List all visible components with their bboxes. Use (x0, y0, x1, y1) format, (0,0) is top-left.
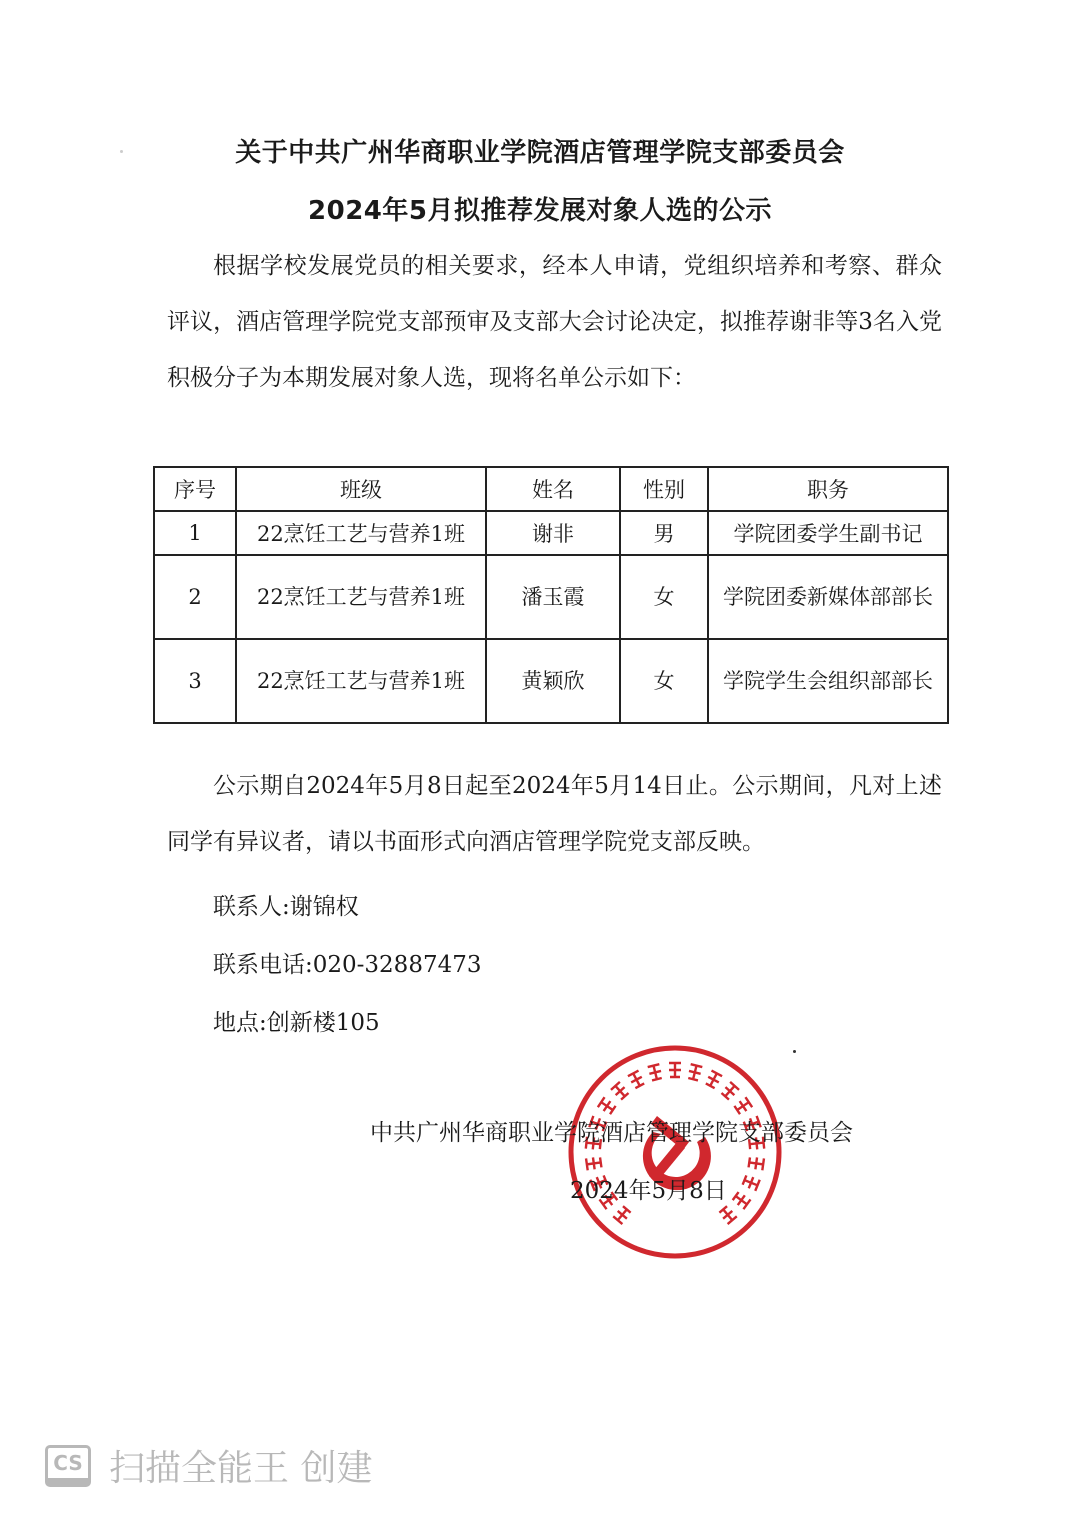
scanner-watermark (45, 1440, 372, 1491)
cell-name: 潘玉霞 (486, 555, 620, 639)
cell-position: 学院学生会组织部部长 (708, 639, 948, 723)
contact-phone: 联系电话:020-32887473 (213, 952, 482, 978)
seal-glyph (598, 1097, 616, 1115)
seal-glyph (628, 1071, 645, 1089)
seal-glyph (613, 1206, 631, 1224)
notice-paragraph: 公示期自2024年5月8日起至2024年5月14日止。公示期间，凡对上述同学有异议者，请以书面形式向酒店管理学院党支部反映。 (167, 773, 942, 855)
header-no: 序号 (154, 467, 236, 511)
scan-speck (120, 150, 123, 153)
seal-glyph (748, 1156, 764, 1170)
cell-position: 学院团委新媒体部部长 (708, 555, 948, 639)
document-title-line1: 关于中共广州华商职业学院酒店管理学院支部委员会 (235, 138, 845, 168)
seal-glyph (732, 1191, 750, 1209)
intro-paragraph: 根据学校发展党员的相关要求，经本人申请，党组织培养和考察、群众评议，酒店管理学院党支部预审及支部大会讨论决定，拟推荐谢非等3名入党积极分子为本期发展对象人选，现将名单公示如下： (167, 253, 942, 391)
candidate-table (153, 466, 949, 724)
table-header-row (154, 467, 948, 511)
cell-no: 3 (154, 639, 236, 723)
cell-class: 22烹饪工艺与营养1班 (236, 555, 486, 639)
seal-glyph (669, 1063, 681, 1077)
watermark-label: 扫描全能王 创建 (109, 1448, 373, 1489)
contact-person: 联系人:谢锦权 (213, 894, 359, 920)
seal-glyph (705, 1071, 722, 1089)
table-row (154, 555, 948, 639)
header-class: 班级 (236, 467, 486, 511)
cell-no: 1 (154, 511, 236, 555)
signature-organization: 中共广州华商职业学院酒店管理学院支部委员会 (370, 1120, 853, 1146)
table-row (154, 511, 948, 555)
official-seal-stamp (565, 1042, 785, 1262)
seal-glyph (611, 1082, 629, 1100)
cell-gender: 男 (620, 511, 708, 555)
table-row (154, 639, 948, 723)
header-gender: 性别 (620, 467, 708, 511)
scan-speck (793, 1050, 796, 1053)
cell-gender: 女 (620, 639, 708, 723)
seal-glyph (742, 1175, 759, 1191)
header-position: 职务 (708, 467, 948, 511)
document-title-line2: 2024年5月拟推荐发展对象人选的公示 (308, 196, 772, 226)
location: 地点:创新楼105 (213, 1010, 380, 1036)
cell-name: 黄颖欣 (486, 639, 620, 723)
seal-glyph (648, 1064, 663, 1080)
cell-class: 22烹饪工艺与营养1班 (236, 511, 486, 555)
cell-no: 2 (154, 555, 236, 639)
seal-glyph (734, 1097, 752, 1115)
cell-name: 谢非 (486, 511, 620, 555)
camscanner-logo-icon: CS (45, 1445, 91, 1487)
signature-date: 2024年5月8日 (570, 1178, 727, 1204)
seal-glyph (721, 1082, 739, 1100)
seal-glyph (687, 1064, 702, 1080)
cell-position: 学院团委学生副书记 (708, 511, 948, 555)
header-name: 姓名 (486, 467, 620, 511)
cell-class: 22烹饪工艺与营养1班 (236, 639, 486, 723)
cell-gender: 女 (620, 555, 708, 639)
seal-glyph (719, 1206, 737, 1224)
seal-glyph (586, 1156, 602, 1170)
